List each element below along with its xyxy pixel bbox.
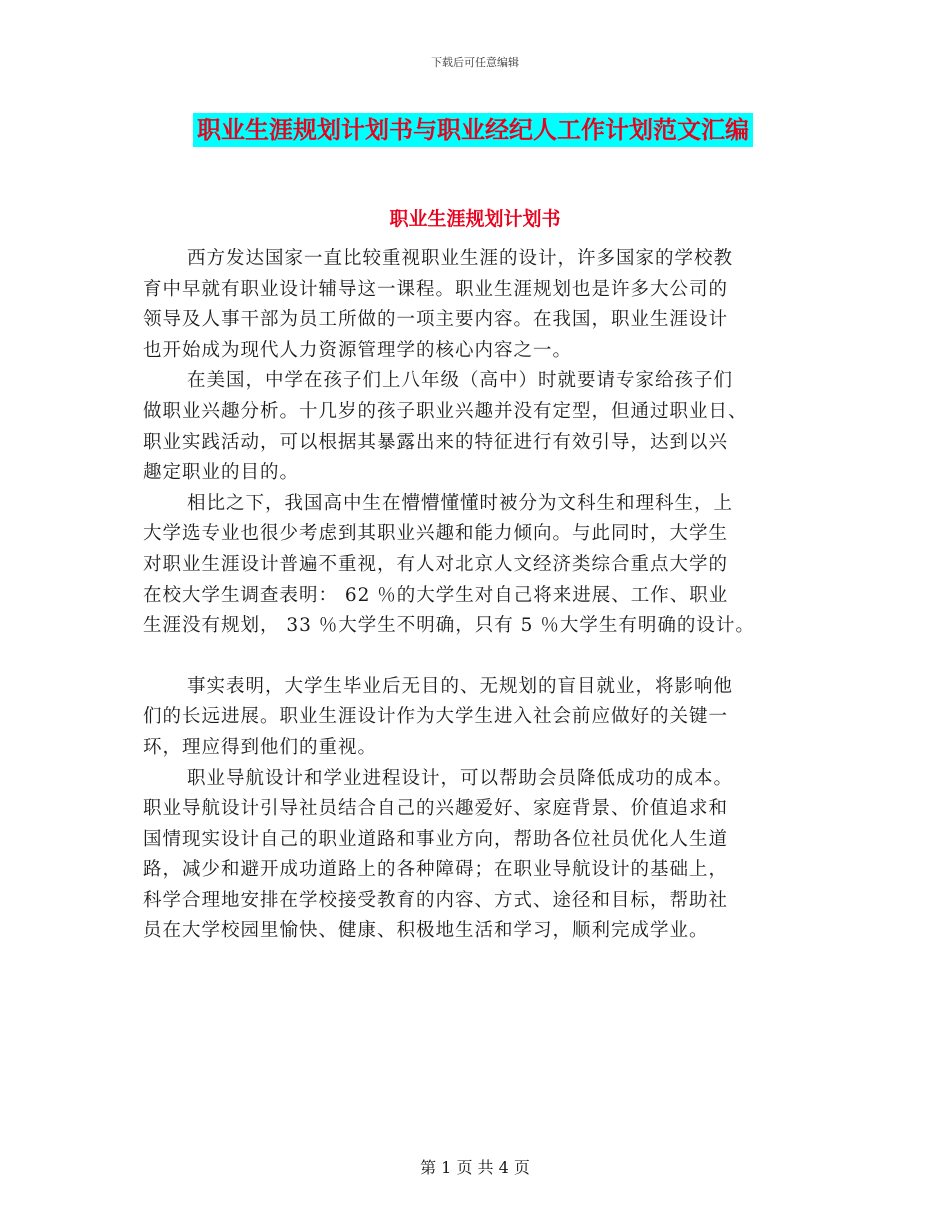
text-line: 育中早就有职业设计辅导这一课程。职业生涯规划也是许多大公司的 <box>143 278 729 300</box>
text-line: 事实表明，大学生毕业后无目的、无规划的盲目就业，将影响他 <box>187 675 734 697</box>
paragraph-5 <box>143 764 823 948</box>
text-line: 西方发达国家一直比较重视职业生涯的设计，许多国家的学校教 <box>187 248 734 269</box>
section-title: 职业生涯规划计划书 <box>389 208 561 230</box>
text-line: 环，理应得到他们的重视。 <box>143 736 378 758</box>
text-line: 在美国，中学在孩子们上八年级（高中）时就要请专家给孩子们 <box>187 370 734 392</box>
paragraph-3 <box>143 489 823 642</box>
text-line: 国情现实设计自己的职业道路和事业方向，帮助各位社员优化人生道 <box>143 828 729 850</box>
text-line: 职业实践活动，可以根据其暴露出来的特征进行有效引导，达到以兴 <box>143 431 729 453</box>
text-line: 路，减少和避开成功道路上的各种障碍；在职业导航设计的基础上， <box>143 859 729 881</box>
text-line: 生涯没有规划， 33 ％大学生不明确，只有 5 ％大学生有明确的设计。 <box>143 615 755 637</box>
document-title: 职业生涯规划计划书与职业经纪人工作计划范文汇编 <box>193 113 753 147</box>
paragraph-1 <box>143 244 823 366</box>
text-line: 相比之下，我国高中生在懵懵懂懂时被分为文科生和理科生，上 <box>187 492 734 514</box>
text-line: 做职业兴趣分析。十几岁的孩子职业兴趣并没有定型，但通过职业日、 <box>143 400 748 422</box>
text-line: 科学合理地安排在学校接受教育的内容、方式、途径和目标，帮助社 <box>143 889 729 911</box>
page-header-note: 下载后可任意编辑 <box>431 56 519 69</box>
text-line: 也开始成为现代人力资源管理学的核心内容之一。 <box>143 339 573 361</box>
text-line: 们的长远进展。职业生涯设计作为大学生进入社会前应做好的关键一 <box>143 706 729 728</box>
text-line: 大学选专业也很少考虑到其职业兴趣和能力倾向。与此同时，大学生 <box>143 523 729 545</box>
text-line: 职业导航设计引导社员结合自己的兴趣爱好、家庭背景、价值追求和 <box>143 798 729 820</box>
text-line: 对职业生涯设计普遍不重视，有人对北京人文经济类综合重点大学的 <box>143 553 729 575</box>
paragraph-2 <box>143 366 823 488</box>
document-body <box>143 244 823 947</box>
text-line: 员在大学校园里愉快、健康、积极地生活和学习，顺利完成学业。 <box>143 920 709 942</box>
text-line: 职业导航设计和学业进程设计，可以帮助会员降低成功的成本。 <box>187 767 734 789</box>
page-number: 第 1 页 共 4 页 <box>420 1158 530 1177</box>
text-line: 在校大学生调查表明： 62 ％的大学生对自己将来进展、工作、职业 <box>143 584 729 606</box>
text-line: 趣定职业的目的。 <box>143 462 300 484</box>
paragraph-4 <box>143 672 823 764</box>
paragraph-spacer <box>143 642 823 672</box>
text-line: 领导及人事干部为员工所做的一项主要内容。在我国，职业生涯设计 <box>143 309 729 331</box>
